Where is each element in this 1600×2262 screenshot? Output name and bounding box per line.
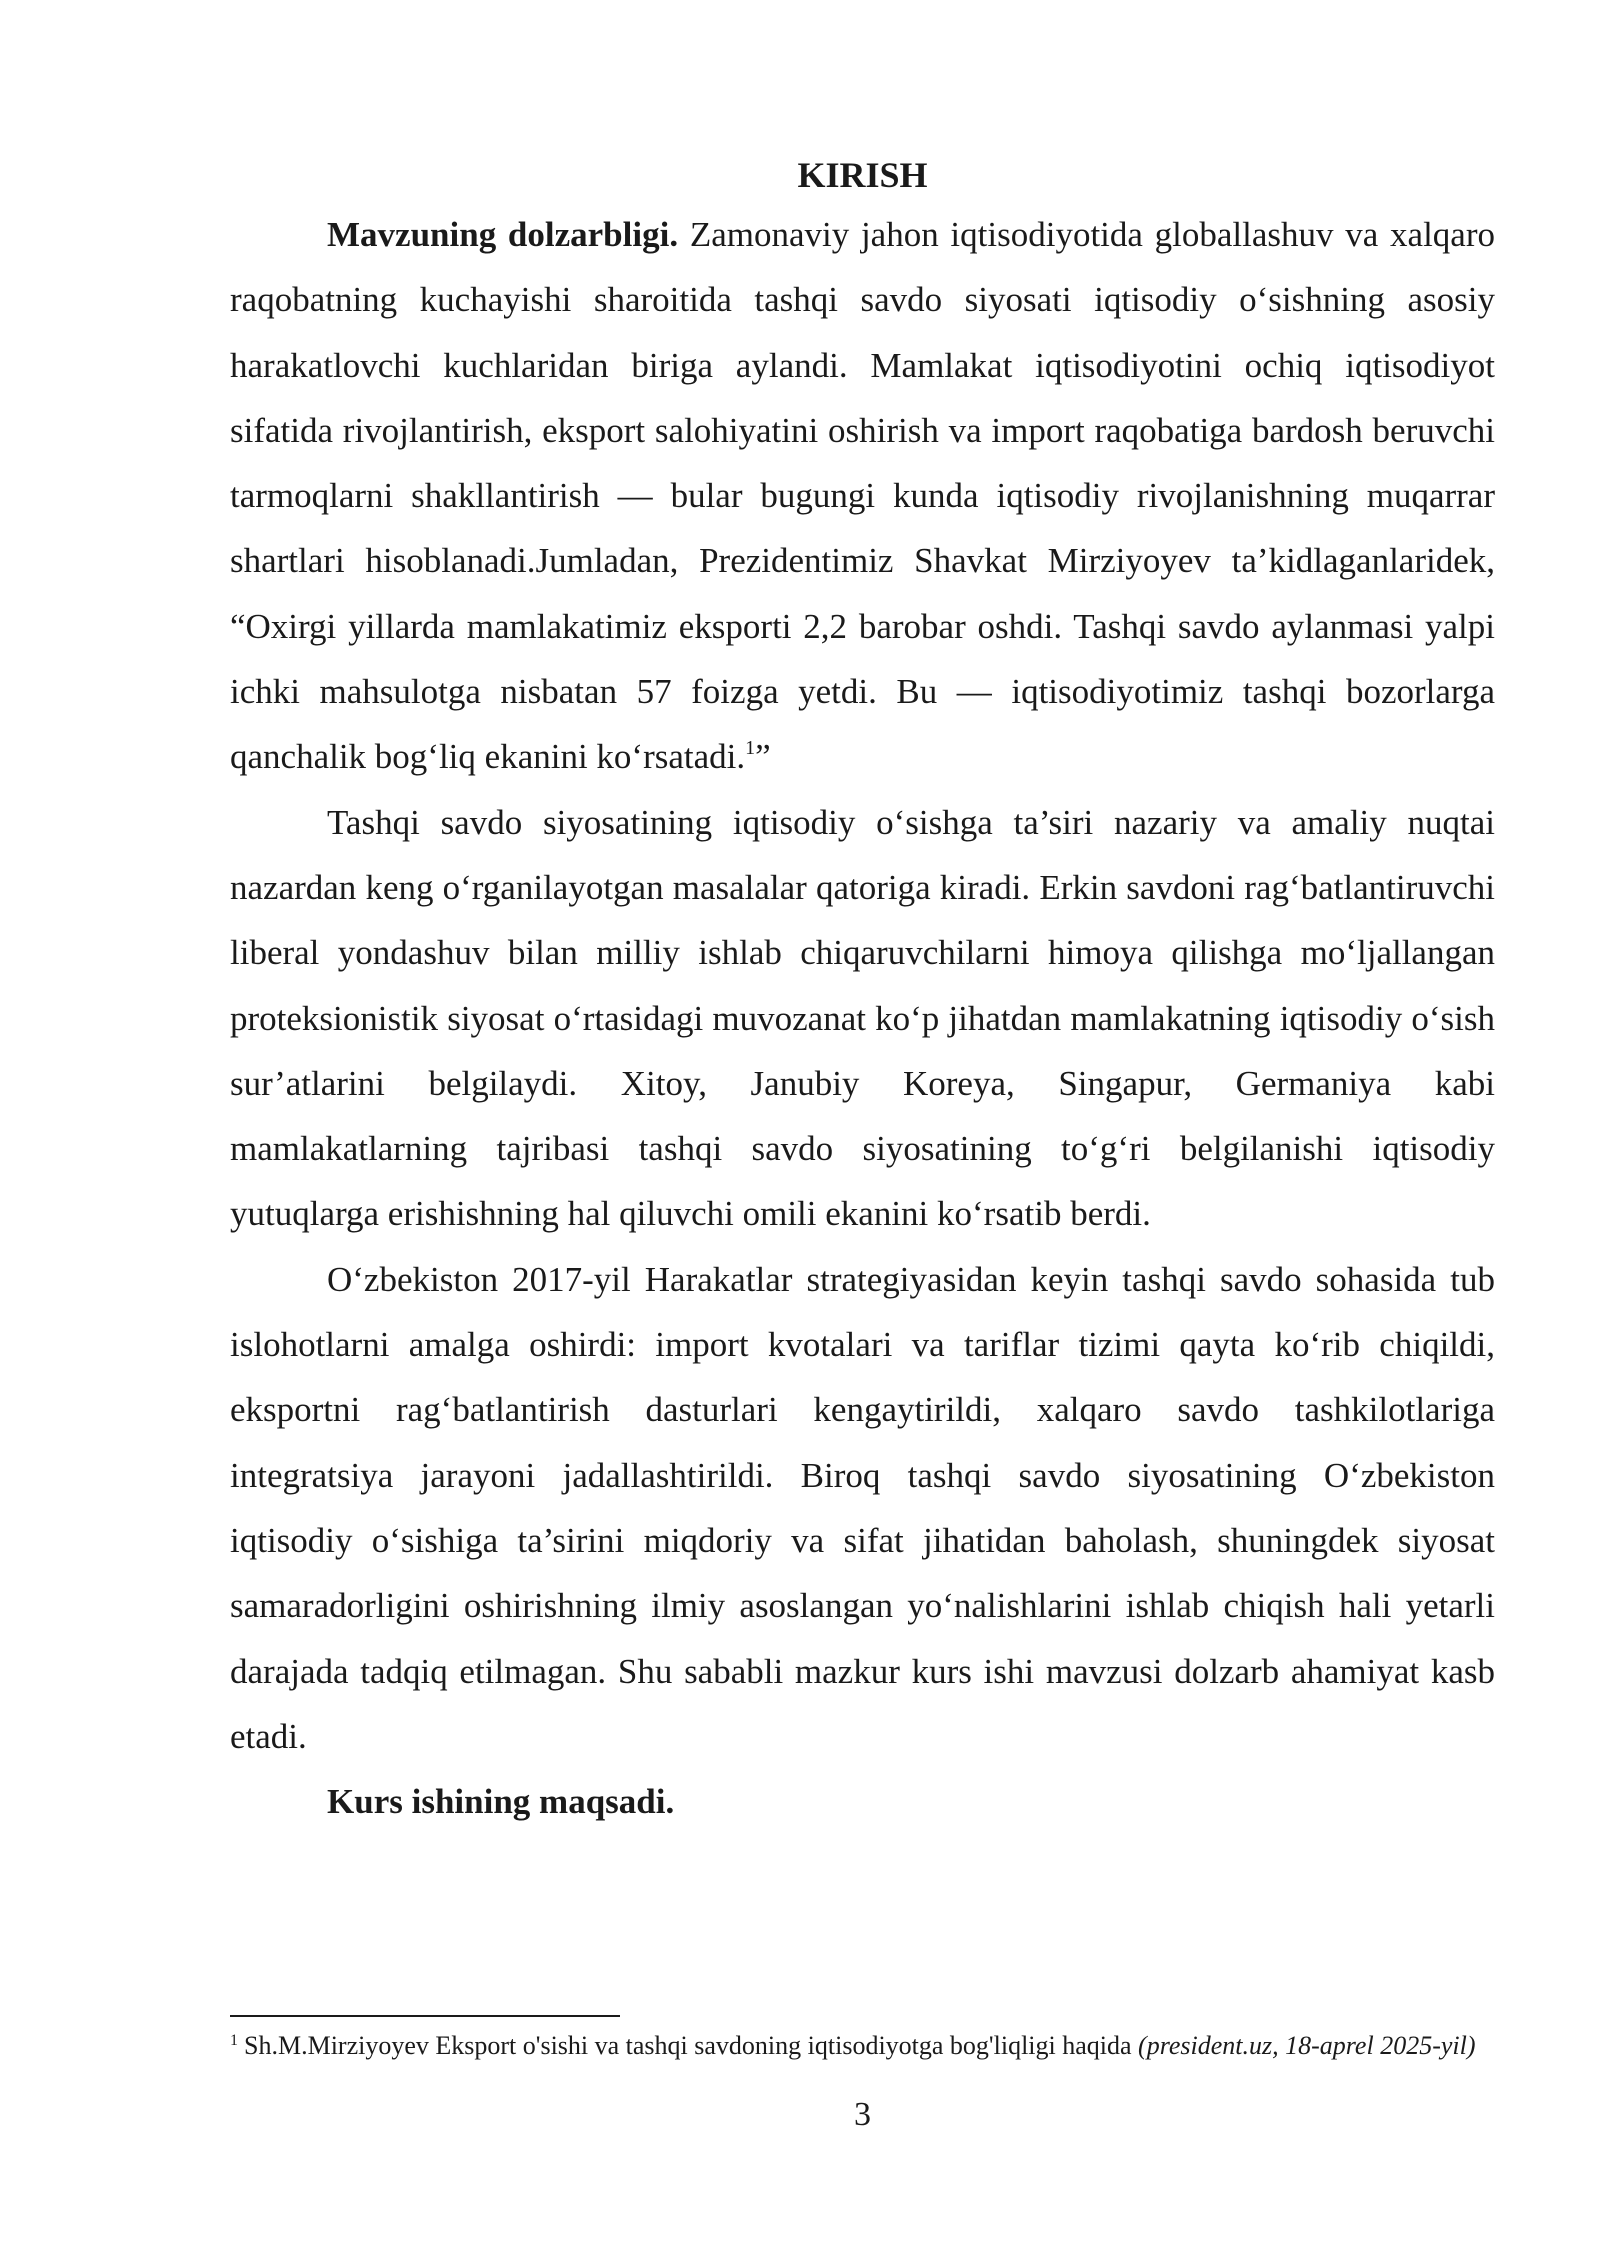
footnote-reference[interactable]: 1: [745, 737, 756, 760]
paragraph-relevance: [230, 202, 1495, 790]
paragraph-uzbekistan-reforms: O‘zbekiston 2017-yil Harakatlar strategiyasidan keyin tashqi savdo sohasida tub islohotlarni amalga oshirdi: import kvotalari va tariflar tizimi qayta ko‘rib chiqildi, eksportni rag‘batlantirish dasturlari kengaytirildi, xalqaro savdo tashkilotlariga integratsiya jarayoni jadallashtirildi. Biroq tashqi savdo siyosatining O‘zbekiston iqtisodiy o‘sishiga ta’sirini miqdoriy va sifat jihatidan baholash, shuningdek siyosat samaradorligini oshirishning ilmiy asoslangan yo‘nalishlarini ishlab chiqish hali yetarli darajada tadqiq etilmagan. Shu sababli mazkur kurs ishi mavzusi dolzarb ahamiyat kasb etadi.: [230, 1259, 1495, 1756]
page-body: [230, 148, 1495, 1834]
footnote: [230, 2029, 1495, 2063]
closing-quote: ”: [755, 737, 771, 777]
paragraph-trade-policy: Tashqi savdo siyosatining iqtisodiy o‘sishga ta’siri nazariy va amaliy nuqtai nazardan keng o‘rganilayotgan masalalar qatoriga kiradi. Erkin savdoni rag‘batlantiruvchi liberal yondashuv bilan milliy ishlab chiqaruvchilarni himoya qilishga mo‘ljallangan proteksionistik siyosat o‘rtasidagi muvozanat ko‘p jihatdan mamlakatning iqtisodiy o‘sish sur’atlarini belgilaydi. Xitoy, Janubiy Koreya, Singapur, Germaniya kabi mamlakatlarning tajribasi tashqi savdo siyosatining to‘g‘ri belgilanishi iqtisodiy yutuqlarga erishishning hal qiluvchi omili ekanini ko‘rsatib berdi.: [230, 802, 1495, 1234]
page-number: 3: [854, 2096, 871, 2133]
footnote-mark: 1: [230, 2032, 238, 2049]
section-heading: KIRISH: [797, 155, 928, 195]
paragraph-goal: [230, 1769, 1495, 1834]
footnote-separator: [230, 2015, 620, 2017]
footnote-source: (president.uz, 18-aprel 2025-yil): [1138, 2031, 1476, 2060]
footnote-text: Sh.M.Mirziyoyev Eksport o'sishi va tashqi savdoning iqtisodiyotga bog'liqligi haqida: [244, 2031, 1139, 2060]
paragraph-text-relevance: Zamonaviy jahon iqtisodiyotida globallashuv va xalqaro raqobatning kuchayishi sharoitida tashqi savdo siyosati iqtisodiy o‘sishning asosiy harakatlovchi kuchlaridan biriga aylandi. Mamlakat iqtisodiyotini ochiq iqtisodiyot sifatida rivojlantirish, eksport salohiyatini oshirish va import raqobatiga bardosh beruvchi tarmoqlarni shakllantirish — bular bugungi kunda iqtisodiy rivojlanishning muqarrar shartlari hisoblanadi.Jumladan, Prezidentimiz Shavkat Mirziyoyev ta’kidlaganlaridek, “Oxirgi yillarda mamlakatimiz eksporti 2,2 barobar oshdi. Tashqi savdo aylanmasi yalpi ichki mahsulotga nisbatan 57 foizga yetdi. Bu — iqtisodiyotimiz tashqi bozorlarga qanchalik bog‘liq ekanini ko‘rsatadi.: [230, 215, 1495, 777]
paragraph-lead-relevance: Mavzuning dolzarbligi.: [327, 215, 679, 254]
paragraph-lead-goal: Kurs ishining maqsadi.: [327, 1782, 675, 1822]
